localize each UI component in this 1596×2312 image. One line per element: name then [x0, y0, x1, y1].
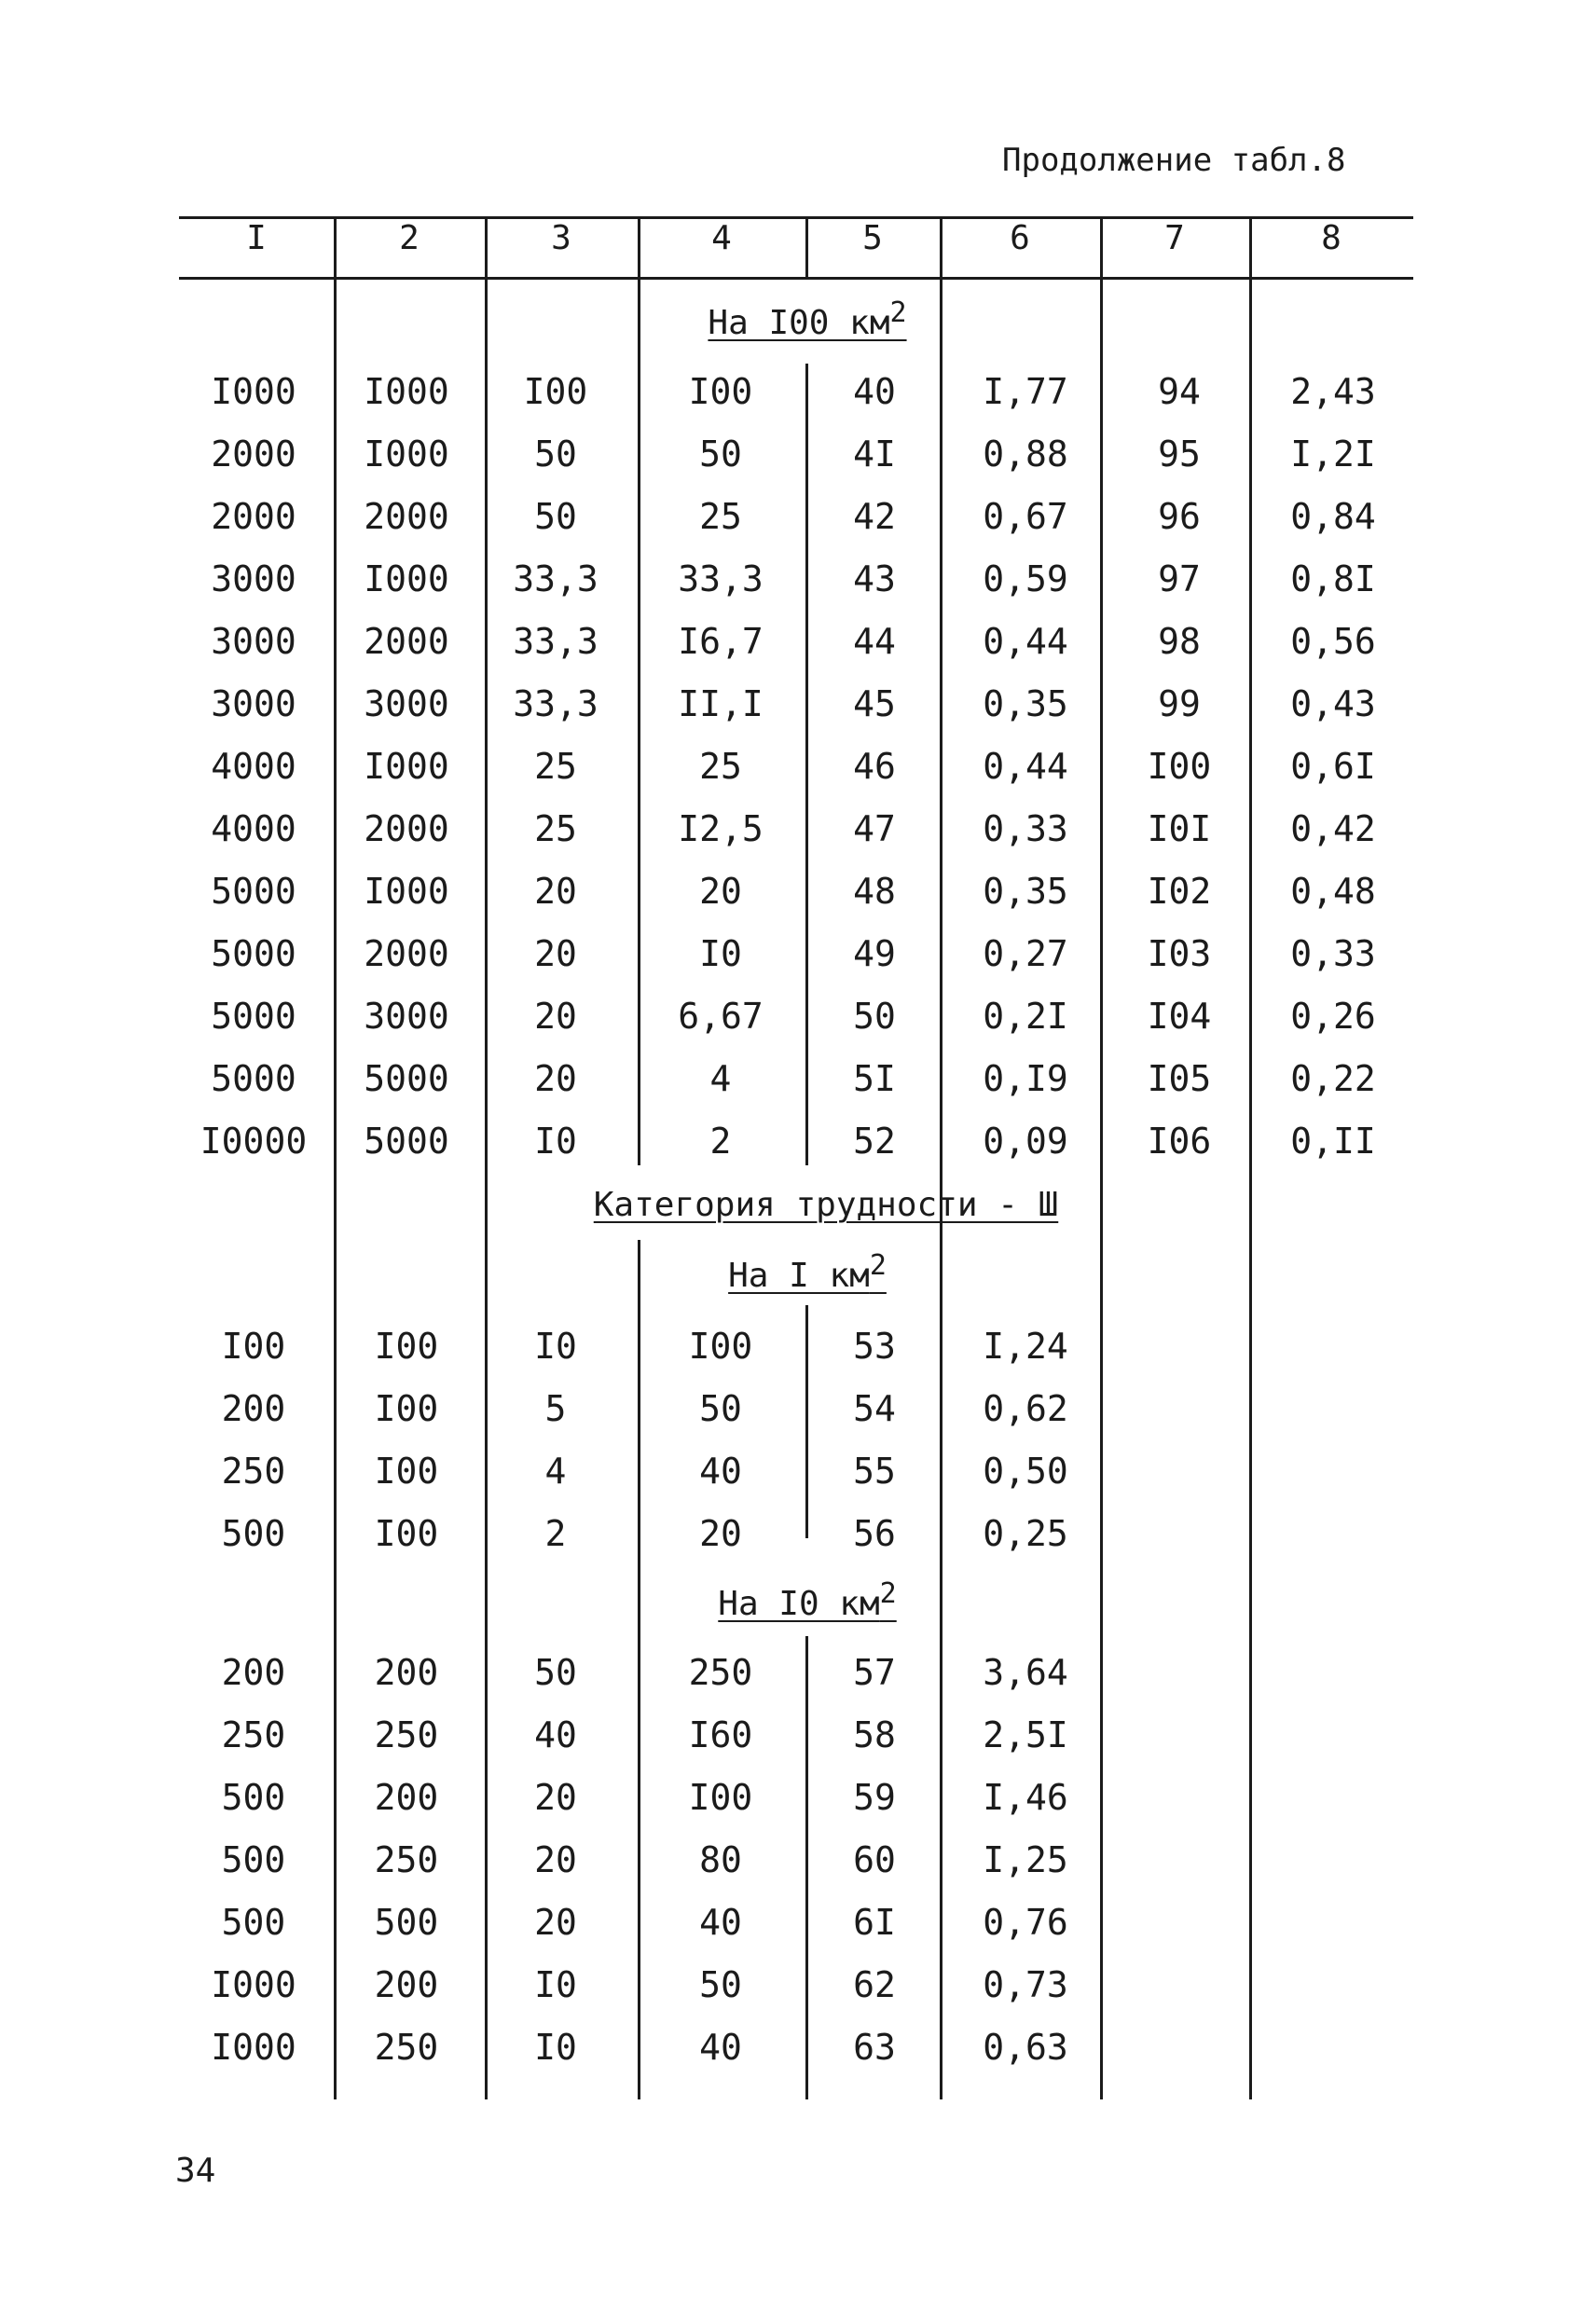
table-cell: 500	[221, 1513, 286, 1554]
table-cell: 250	[688, 1652, 753, 1693]
column-header-2: 2	[399, 219, 420, 257]
table-cell: 25	[699, 496, 742, 537]
page-number: 34	[175, 2152, 216, 2190]
table-cell: 20	[534, 1777, 577, 1818]
table-cell: 3000	[211, 621, 296, 662]
table-cell: I,2I	[1290, 434, 1376, 475]
table-cell: 0,22	[1290, 1058, 1376, 1099]
table-cell: I,25	[983, 1839, 1068, 1880]
table-cell: 0,59	[983, 558, 1068, 599]
table-cell: I000	[364, 371, 449, 412]
table-cell: 40	[699, 2027, 742, 2068]
table-cell: 40	[853, 371, 896, 412]
column-header-6: 6	[1010, 219, 1030, 257]
header-divider-4	[805, 216, 808, 280]
table-cell: 50	[534, 434, 577, 475]
table-cell: 0,35	[983, 871, 1068, 912]
table-cell: 0,76	[983, 1902, 1068, 1943]
table-cell: 250	[221, 1451, 286, 1492]
section-heading-per-10-km2	[718, 1577, 896, 1623]
table-cell: 25	[699, 746, 742, 787]
table-cell: I60	[688, 1714, 753, 1755]
table-cell: 25	[534, 808, 577, 849]
section-heading-per-1-km2	[728, 1249, 887, 1295]
table-cell: 2,5I	[983, 1714, 1068, 1755]
table-cell: 6,67	[678, 996, 764, 1037]
table-cell: 45	[853, 683, 896, 724]
header-divider-1	[334, 216, 337, 280]
table-cell: I,46	[983, 1777, 1068, 1818]
column-header-1: I	[246, 219, 267, 257]
table-cell: 0,88	[983, 434, 1068, 475]
divider-col-2-3	[485, 280, 488, 2099]
table-cell: 53	[853, 1326, 896, 1367]
table-cell: 2000	[364, 621, 449, 662]
table-cell: 33,3	[513, 558, 598, 599]
table-cell: 0,43	[1290, 683, 1376, 724]
table-cell: 0,II	[1290, 1121, 1376, 1162]
table-cell: I00	[374, 1451, 439, 1492]
table-cell: 97	[1158, 558, 1201, 599]
table-cell: 40	[534, 1714, 577, 1755]
table-cell: 58	[853, 1714, 896, 1755]
table-cell: I00	[374, 1388, 439, 1429]
table-cell: 0,6I	[1290, 746, 1376, 787]
table-cell: 4I	[853, 434, 896, 475]
table-cell: 42	[853, 496, 896, 537]
table-cell: I,24	[983, 1326, 1068, 1367]
table-cell: 99	[1158, 683, 1201, 724]
table-cell: I06	[1147, 1121, 1212, 1162]
header-bottom-rule	[179, 277, 1413, 280]
table-cell: I00	[374, 1326, 439, 1367]
table-cell: 47	[853, 808, 896, 849]
table-cell: I0I	[1147, 808, 1212, 849]
table-cell: 3000	[364, 996, 449, 1037]
table-cell: 5000	[211, 1058, 296, 1099]
table-cell: 2000	[211, 496, 296, 537]
table-cell: I6,7	[678, 621, 764, 662]
table-cell: I0	[534, 2027, 577, 2068]
table-cell: I00	[221, 1326, 286, 1367]
table-cell: 50	[699, 1964, 742, 2005]
table-cell: I,77	[983, 371, 1068, 412]
table-cell: I00	[688, 371, 753, 412]
table-cell: I000	[211, 371, 296, 412]
table-cell: 43	[853, 558, 896, 599]
table-cell: 500	[374, 1902, 439, 1943]
table-cell: 0,56	[1290, 621, 1376, 662]
table-cell: 200	[374, 1777, 439, 1818]
table-cell: 0,27	[983, 933, 1068, 974]
table-cell: 0,62	[983, 1388, 1068, 1429]
table-cell: 200	[374, 1652, 439, 1693]
table-cell: 56	[853, 1513, 896, 1554]
table-continuation-caption: Продолжение табл.8	[1002, 142, 1346, 179]
section-heading-per-10-km2-text: На I0 км	[718, 1585, 880, 1623]
table-cell: 0,42	[1290, 808, 1376, 849]
table-cell: 2000	[211, 434, 296, 475]
table-cell: 20	[534, 1902, 577, 1943]
table-cell: 49	[853, 933, 896, 974]
table-cell: 46	[853, 746, 896, 787]
table-cell: 0,44	[983, 746, 1068, 787]
table-cell: 0,09	[983, 1121, 1068, 1162]
table-cell: 62	[853, 1964, 896, 2005]
section-heading-per-100-km2	[708, 296, 906, 342]
table-cell: I00	[688, 1777, 753, 1818]
table-cell: 44	[853, 621, 896, 662]
table-cell: 20	[534, 996, 577, 1037]
table-cell: 4000	[211, 746, 296, 787]
table-cell: 0,84	[1290, 496, 1376, 537]
table-cell: 2,43	[1290, 371, 1376, 412]
table-cell: I00	[374, 1513, 439, 1554]
table-cell: 55	[853, 1451, 896, 1492]
table-cell: 4	[544, 1451, 567, 1492]
table-cell: 3,64	[983, 1652, 1068, 1693]
table-cell: 5000	[364, 1121, 449, 1162]
table-cell: 200	[221, 1652, 286, 1693]
table-cell: 3000	[364, 683, 449, 724]
table-cell: 60	[853, 1839, 896, 1880]
table-cell: II,I	[678, 683, 764, 724]
table-cell: I000	[364, 746, 449, 787]
table-cell: I00	[688, 1326, 753, 1367]
table-cell: 50	[699, 1388, 742, 1429]
table-cell: 40	[699, 1451, 742, 1492]
table-cell: 20	[534, 1058, 577, 1099]
table-cell: 5000	[211, 933, 296, 974]
difficulty-category-heading: Категория трудности - Ш	[593, 1186, 1059, 1224]
table-cell: 250	[374, 1714, 439, 1755]
table-cell: 500	[221, 1902, 286, 1943]
table-cell: 0,8I	[1290, 558, 1376, 599]
section-heading-per-100-km2-exponent: 2	[889, 296, 907, 329]
table-cell: 200	[221, 1388, 286, 1429]
table-cell: 0,2I	[983, 996, 1068, 1037]
table-cell: I05	[1147, 1058, 1212, 1099]
divider-col-1-2	[334, 280, 337, 2099]
table-cell: 20	[534, 871, 577, 912]
table-cell: 5000	[211, 996, 296, 1037]
table-cell: I04	[1147, 996, 1212, 1037]
table-cell: 95	[1158, 434, 1201, 475]
table-cell: 3000	[211, 683, 296, 724]
table-cell: 59	[853, 1777, 896, 1818]
table-cell: 54	[853, 1388, 896, 1429]
table-cell: 50	[699, 434, 742, 475]
table-cell: 20	[699, 1513, 742, 1554]
column-header-5: 5	[862, 219, 883, 257]
table-cell: 0,26	[1290, 996, 1376, 1037]
table-cell: 0,63	[983, 2027, 1068, 2068]
table-cell: 250	[374, 2027, 439, 2068]
table-cell: 0,50	[983, 1451, 1068, 1492]
table-cell: 52	[853, 1121, 896, 1162]
divider-col-3-4-upper	[638, 280, 640, 1165]
table-cell: 5	[544, 1388, 567, 1429]
column-header-8: 8	[1321, 219, 1341, 257]
table-cell: I000	[211, 2027, 296, 2068]
table-cell: I000	[364, 558, 449, 599]
table-cell: 20	[534, 1839, 577, 1880]
header-divider-6	[1100, 216, 1103, 280]
header-divider-7	[1249, 216, 1252, 280]
table-cell: 3000	[211, 558, 296, 599]
table-cell: I0	[534, 1326, 577, 1367]
divider-col-4-5-lower	[805, 1636, 808, 2099]
table-cell: 0,I9	[983, 1058, 1068, 1099]
section-heading-per-10-km2-exponent: 2	[879, 1577, 897, 1610]
table-cell: 2	[709, 1121, 732, 1162]
table-cell: I2,5	[678, 808, 764, 849]
table-cell: 5000	[211, 871, 296, 912]
table-cell: 50	[534, 496, 577, 537]
table-cell: 94	[1158, 371, 1201, 412]
table-cell: I000	[211, 1964, 296, 2005]
table-cell: 50	[853, 996, 896, 1037]
section-heading-per-1-km2-exponent: 2	[869, 1249, 887, 1282]
divider-col-7-8	[1249, 280, 1252, 2099]
header-divider-3	[638, 216, 640, 280]
table-cell: 4	[709, 1058, 732, 1099]
table-cell: 50	[534, 1652, 577, 1693]
table-cell: 500	[221, 1777, 286, 1818]
table-cell: I0	[534, 1121, 577, 1162]
table-cell: 2000	[364, 808, 449, 849]
table-cell: 0,67	[983, 496, 1068, 537]
table-cell: 33,3	[513, 683, 598, 724]
table-cell: I02	[1147, 871, 1212, 912]
table-cell: 5I	[853, 1058, 896, 1099]
header-divider-2	[485, 216, 488, 280]
table-cell: 200	[374, 1964, 439, 2005]
table-cell: I0	[534, 1964, 577, 2005]
table-cell: 96	[1158, 496, 1201, 537]
table-cell: 4000	[211, 808, 296, 849]
header-divider-5	[940, 216, 942, 280]
table-cell: 63	[853, 2027, 896, 2068]
table-cell: 0,25	[983, 1513, 1068, 1554]
divider-col-4-5-upper	[805, 364, 808, 1165]
table-cell: 6I	[853, 1902, 896, 1943]
table-cell: 80	[699, 1839, 742, 1880]
table-cell: 5000	[364, 1058, 449, 1099]
table-cell: 33,3	[513, 621, 598, 662]
table-cell: 0,33	[983, 808, 1068, 849]
column-header-4: 4	[711, 219, 732, 257]
table-cell: 2000	[364, 496, 449, 537]
divider-col-3-4-lower	[638, 1240, 640, 2099]
table-cell: 0,73	[983, 1964, 1068, 2005]
table-cell: 98	[1158, 621, 1201, 662]
table-cell: 33,3	[678, 558, 764, 599]
table-cell: 2000	[364, 933, 449, 974]
table-cell: 500	[221, 1839, 286, 1880]
column-header-3: 3	[551, 219, 571, 257]
table-cell: I00	[523, 371, 588, 412]
section-heading-per-100-km2-text: На I00 км	[708, 304, 890, 342]
table-cell: 250	[374, 1839, 439, 1880]
divider-col-6-7	[1100, 280, 1103, 2099]
table-cell: 20	[699, 871, 742, 912]
table-cell: I0	[699, 933, 742, 974]
table-cell: I03	[1147, 933, 1212, 974]
table-cell: 0,33	[1290, 933, 1376, 974]
table-cell: I00	[1147, 746, 1212, 787]
table-cell: 25	[534, 746, 577, 787]
table-cell: 57	[853, 1652, 896, 1693]
divider-col-4-5-mid	[805, 1305, 808, 1538]
table-cell: 0,44	[983, 621, 1068, 662]
table-cell: I000	[364, 434, 449, 475]
table-cell: 48	[853, 871, 896, 912]
table-cell: 2	[544, 1513, 567, 1554]
table-cell: 0,48	[1290, 871, 1376, 912]
table-cell: I0000	[200, 1121, 308, 1162]
section-heading-per-1-km2-text: На I км	[728, 1257, 870, 1295]
table-cell: 0,35	[983, 683, 1068, 724]
table-cell: 40	[699, 1902, 742, 1943]
table-cell: 250	[221, 1714, 286, 1755]
table-cell: 20	[534, 933, 577, 974]
column-header-7: 7	[1164, 219, 1185, 257]
table-cell: I000	[364, 871, 449, 912]
